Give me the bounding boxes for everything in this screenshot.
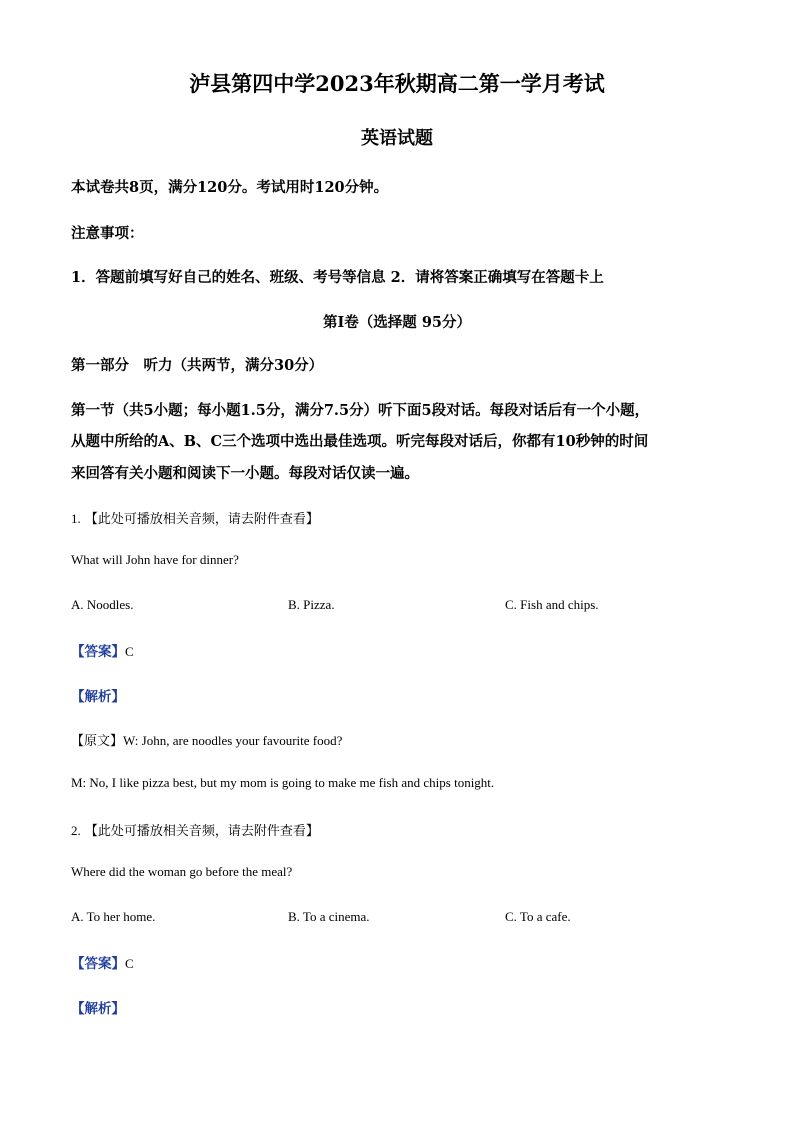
audio-note: 【此处可播放相关音频，请去附件查看】 (84, 824, 319, 839)
answer-value: C (125, 956, 134, 971)
question-number: 1. (71, 511, 81, 526)
question-header (71, 820, 319, 839)
exam-subtitle: 英语试题 (361, 128, 433, 149)
part-title: 第一部分 听力（共两节，满分30分） (71, 357, 324, 374)
answer-value: C (125, 644, 134, 659)
option-a: A. To her home. (71, 909, 156, 924)
audio-note: 【此处可播放相关音频，请去附件查看】 (84, 512, 319, 527)
question-text: Where did the woman go before the meal? (71, 864, 293, 879)
question-header (71, 508, 319, 527)
answer-row (71, 640, 134, 660)
volume-title: 第I卷（选择题 95分） (322, 314, 471, 331)
transcript-line-1: W: John, are noodles your favourite food? (123, 733, 343, 748)
instructions-line-2: 从题中所给的A、B、C三个选项中选出最佳选项。听完每段对话后，你都有10秒钟的时间 (71, 433, 649, 450)
option-c: C. To a cafe. (505, 909, 571, 924)
option-a: A. Noodles. (71, 597, 134, 612)
question-text: What will John have for dinner? (71, 552, 239, 567)
option-c: C. Fish and chips. (505, 597, 599, 612)
instructions-line-3: 来回答有关小题和阅读下一小题。每段对话仅读一遍。 (71, 465, 419, 482)
question-number: 2. (71, 823, 81, 838)
exam-title: 泸县第四中学2023年秋期高二第一学月考试 (189, 71, 605, 96)
answer-row (71, 952, 134, 972)
notice-heading: 注意事项： (71, 225, 144, 242)
analysis-row (71, 997, 125, 1017)
transcript-line-2: M: No, I like pizza best, but my mom is going to make me fish and chips tonight. (71, 775, 495, 790)
analysis-row (71, 685, 125, 705)
answer-label: 【答案】 (71, 956, 125, 971)
transcript-row (71, 730, 342, 749)
notice-item: 1．答题前填写好自己的姓名、班级、考号等信息 2．请将答案正确填写在答题卡上 (71, 269, 604, 286)
option-b: B. Pizza. (288, 597, 335, 612)
answer-label: 【答案】 (71, 644, 125, 659)
analysis-label: 【解析】 (71, 689, 125, 704)
analysis-label: 【解析】 (71, 1001, 125, 1016)
instructions-line-1: 第一节（共5小题；每小题1.5分，满分7.5分）听下面5段对话。每段对话后有一个小题， (71, 402, 650, 419)
transcript-label: 【原文】 (71, 734, 124, 749)
exam-info: 本试卷共8页，满分120分。考试用时120分钟。 (71, 179, 389, 196)
option-b: B. To a cinema. (288, 909, 370, 924)
